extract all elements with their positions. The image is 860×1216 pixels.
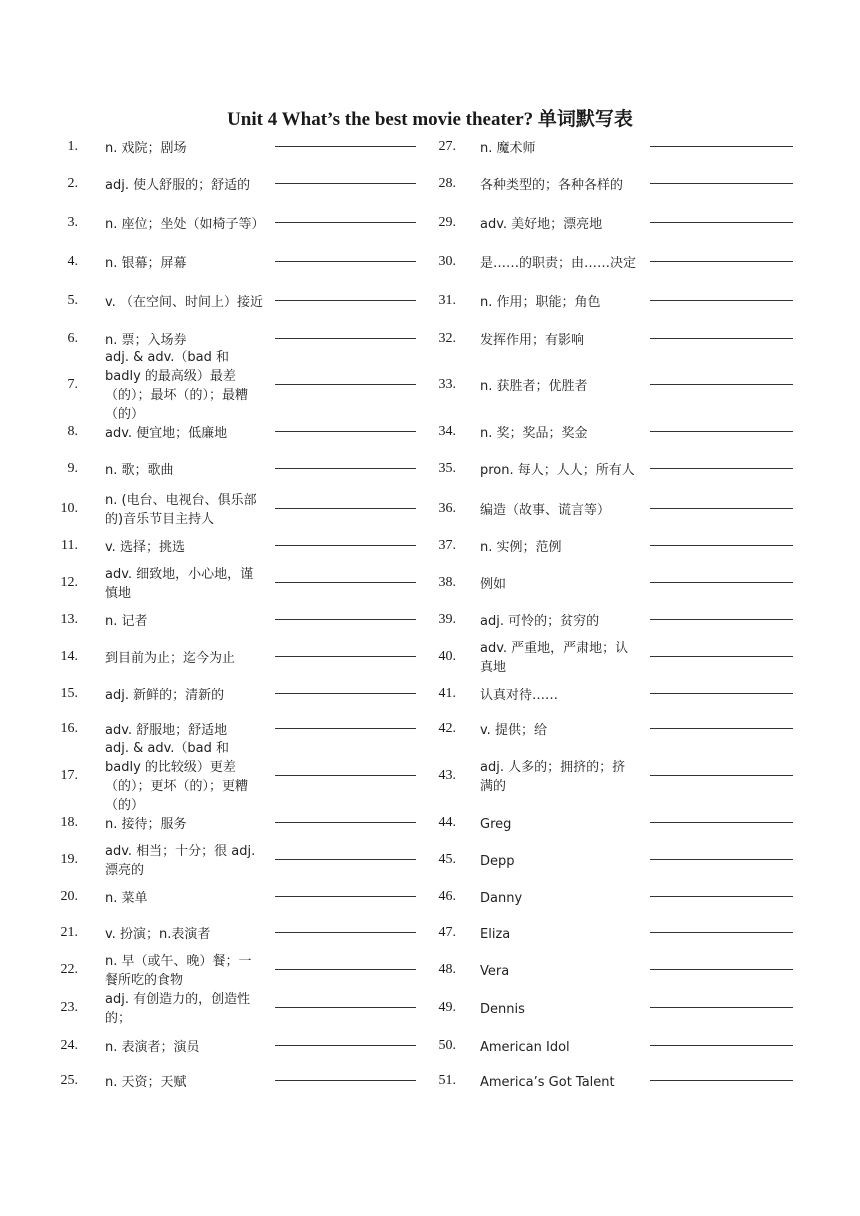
right-item-definition: 认真对待……	[480, 687, 559, 703]
right-item-definition: n. 作用；职能；角色	[480, 294, 601, 310]
left-answer-blank[interactable]	[275, 431, 416, 432]
right-item-number: 42.	[438, 721, 456, 736]
right-item-definition: Eliza	[480, 926, 511, 942]
left-answer-blank[interactable]	[275, 822, 416, 823]
right-item-number: 46.	[438, 889, 456, 904]
right-answer-blank[interactable]	[650, 1007, 793, 1008]
left-answer-blank[interactable]	[275, 146, 416, 147]
right-item-definition: 是……的职责；由……决定	[480, 255, 637, 271]
right-item-definition: Danny	[480, 890, 523, 906]
left-item-number: 19.	[60, 852, 78, 867]
right-answer-blank[interactable]	[650, 468, 793, 469]
left-item-number: 22.	[60, 962, 78, 977]
left-item-number: 5.	[67, 293, 78, 308]
left-item-number: 12.	[60, 575, 78, 590]
right-answer-blank[interactable]	[650, 222, 793, 223]
left-answer-blank[interactable]	[275, 183, 416, 184]
right-answer-blank[interactable]	[650, 1080, 793, 1081]
left-item-definition: n. 菜单	[105, 890, 148, 906]
left-answer-blank[interactable]	[275, 508, 416, 509]
left-item-definition: n. 早（或午、晚）餐；一餐所吃的食物	[105, 954, 252, 988]
left-item-number: 13.	[60, 612, 78, 627]
right-item-definition: pron. 每人；人人；所有人	[480, 462, 635, 478]
left-answer-blank[interactable]	[275, 468, 416, 469]
left-answer-blank[interactable]	[275, 859, 416, 860]
left-answer-blank[interactable]	[275, 1007, 416, 1008]
right-answer-blank[interactable]	[650, 431, 793, 432]
right-answer-blank[interactable]	[650, 338, 793, 339]
left-answer-blank[interactable]	[275, 969, 416, 970]
right-answer-blank[interactable]	[650, 728, 793, 729]
left-item-number: 1.	[67, 139, 78, 154]
right-answer-blank[interactable]	[650, 932, 793, 933]
right-item-definition: n. 魔术师	[480, 140, 536, 156]
right-item-number: 38.	[438, 575, 456, 590]
right-item-number: 27.	[438, 139, 456, 154]
left-item-definition: n. 戏院；剧场	[105, 140, 187, 156]
right-answer-blank[interactable]	[650, 146, 793, 147]
right-item-definition: 例如	[480, 576, 507, 592]
right-item-definition: adj. 可怜的；贫穷的	[480, 613, 600, 629]
right-answer-blank[interactable]	[650, 183, 793, 184]
right-item-definition: v. 提供；给	[480, 722, 547, 738]
right-item-number: 37.	[438, 538, 456, 553]
right-item-definition: 编造（故事、谎言等）	[480, 502, 611, 518]
left-item-number: 25.	[60, 1073, 78, 1088]
right-item-definition: adv. 美好地；漂亮地	[480, 216, 603, 232]
left-answer-blank[interactable]	[275, 300, 416, 301]
left-answer-blank[interactable]	[275, 261, 416, 262]
right-item-number: 31.	[438, 293, 456, 308]
right-item-number: 47.	[438, 925, 456, 940]
left-answer-blank[interactable]	[275, 338, 416, 339]
right-item-number: 48.	[438, 962, 456, 977]
right-item-definition: n. 获胜者；优胜者	[480, 378, 588, 394]
right-answer-blank[interactable]	[650, 1045, 793, 1046]
right-item-definition: Greg	[480, 816, 512, 832]
left-answer-blank[interactable]	[275, 545, 416, 546]
left-item-number: 6.	[67, 331, 78, 346]
right-answer-blank[interactable]	[650, 822, 793, 823]
right-item-number: 33.	[438, 377, 456, 392]
left-answer-blank[interactable]	[275, 656, 416, 657]
left-item-definition: adj. & adv.（bad 和 badly 的最高级）最差（的）；最坏（的）；最糟（的）	[105, 350, 249, 422]
left-item-definition: v. 扮演；n.表演者	[105, 926, 211, 942]
left-item-number: 8.	[67, 424, 78, 439]
right-item-number: 50.	[438, 1038, 456, 1053]
left-item-definition: 到目前为止；迄今为止	[105, 650, 236, 666]
left-item-number: 3.	[67, 215, 78, 230]
left-item-number: 20.	[60, 889, 78, 904]
right-item-number: 45.	[438, 852, 456, 867]
left-item-definition: n. 表演者；演员	[105, 1039, 200, 1055]
right-item-number: 51.	[438, 1073, 456, 1088]
right-answer-blank[interactable]	[650, 384, 793, 385]
left-item-number: 14.	[60, 649, 78, 664]
left-item-definition: v. 选择；挑选	[105, 539, 185, 555]
right-answer-blank[interactable]	[650, 261, 793, 262]
right-item-number: 41.	[438, 686, 456, 701]
right-item-number: 40.	[438, 649, 456, 664]
right-answer-blank[interactable]	[650, 656, 793, 657]
right-item-definition: American Idol	[480, 1039, 570, 1055]
right-answer-blank[interactable]	[650, 545, 793, 546]
left-item-definition: adv. 相当；十分；很 adj.漂亮的	[105, 844, 256, 878]
left-item-number: 2.	[67, 176, 78, 191]
right-answer-blank[interactable]	[650, 969, 793, 970]
left-answer-blank[interactable]	[275, 932, 416, 933]
right-answer-blank[interactable]	[650, 508, 793, 509]
right-item-definition: n. 实例；范例	[480, 539, 562, 555]
left-item-number: 15.	[60, 686, 78, 701]
right-item-definition: adv. 严重地，严肃地；认真地	[480, 641, 629, 675]
left-item-definition: adj. 使人舒服的；舒适的	[105, 177, 251, 193]
right-answer-blank[interactable]	[650, 582, 793, 583]
left-item-number: 17.	[60, 768, 78, 783]
left-item-definition: adv. 细致地，小心地，谨慎地	[105, 567, 254, 601]
left-item-number: 18.	[60, 815, 78, 830]
left-item-definition: n. 票；入场券	[105, 332, 187, 348]
left-item-definition: adj. & adv.（bad 和 badly 的比较级）更差（的）；更坏（的）；更糟（的）	[105, 741, 249, 813]
left-answer-blank[interactable]	[275, 896, 416, 897]
left-item-definition: n. 银幕；屏幕	[105, 255, 187, 271]
left-answer-blank[interactable]	[275, 693, 416, 694]
left-item-definition: adj. 有创造力的，创造性的；	[105, 992, 251, 1026]
left-answer-blank[interactable]	[275, 1045, 416, 1046]
right-item-definition: Vera	[480, 963, 510, 979]
left-answer-blank[interactable]	[275, 1080, 416, 1081]
right-item-number: 28.	[438, 176, 456, 191]
right-answer-blank[interactable]	[650, 775, 793, 776]
left-item-definition: v. （在空间、时间上）接近	[105, 294, 263, 310]
left-answer-blank[interactable]	[275, 619, 416, 620]
right-item-number: 35.	[438, 461, 456, 476]
right-item-number: 30.	[438, 254, 456, 269]
right-item-number: 49.	[438, 1000, 456, 1015]
right-item-number: 36.	[438, 501, 456, 516]
left-item-number: 9.	[67, 461, 78, 476]
left-item-number: 11.	[61, 538, 78, 553]
right-item-number: 39.	[438, 612, 456, 627]
right-answer-blank[interactable]	[650, 619, 793, 620]
left-item-definition: adv. 舒服地；舒适地	[105, 722, 228, 738]
left-item-number: 23.	[60, 1000, 78, 1015]
right-item-definition: 发挥作用；有影响	[480, 332, 585, 348]
left-item-definition: adv. 便宜地；低廉地	[105, 425, 228, 441]
right-item-definition: n. 奖；奖品；奖金	[480, 425, 588, 441]
right-answer-blank[interactable]	[650, 859, 793, 860]
right-item-definition: adj. 人多的；拥挤的；挤满的	[480, 760, 626, 794]
left-answer-blank[interactable]	[275, 222, 416, 223]
right-item-definition: Dennis	[480, 1001, 525, 1017]
left-answer-blank[interactable]	[275, 582, 416, 583]
right-answer-blank[interactable]	[650, 300, 793, 301]
right-item-number: 32.	[438, 331, 456, 346]
left-item-definition: adj. 新鲜的；清新的	[105, 687, 225, 703]
left-item-definition: n. 接待；服务	[105, 816, 187, 832]
left-answer-blank[interactable]	[275, 384, 416, 385]
left-item-number: 7.	[67, 377, 78, 392]
right-item-definition: Depp	[480, 853, 515, 869]
right-answer-blank[interactable]	[650, 896, 793, 897]
left-item-definition: n. 歌；歌曲	[105, 462, 174, 478]
left-answer-blank[interactable]	[275, 728, 416, 729]
left-item-definition: n. (电台、电视台、俱乐部的)音乐节目主持人	[105, 493, 257, 527]
left-item-definition: n. 天资；天赋	[105, 1074, 187, 1090]
right-answer-blank[interactable]	[650, 693, 793, 694]
right-item-definition: 各种类型的；各种各样的	[480, 177, 624, 193]
right-item-definition: America’s Got Talent	[480, 1074, 615, 1090]
left-item-number: 10.	[60, 501, 78, 516]
page-title: Unit 4 What’s the best movie theater? 单词默写表	[227, 109, 633, 130]
left-item-definition: n. 座位；坐处（如椅子等）	[105, 216, 265, 232]
left-item-number: 4.	[67, 254, 78, 269]
left-item-number: 16.	[60, 721, 78, 736]
left-answer-blank[interactable]	[275, 775, 416, 776]
right-item-number: 43.	[438, 768, 456, 783]
left-item-definition: n. 记者	[105, 613, 148, 629]
right-item-number: 34.	[438, 424, 456, 439]
right-item-number: 44.	[438, 815, 456, 830]
right-item-number: 29.	[438, 215, 456, 230]
left-item-number: 21.	[60, 925, 78, 940]
left-item-number: 24.	[60, 1038, 78, 1053]
